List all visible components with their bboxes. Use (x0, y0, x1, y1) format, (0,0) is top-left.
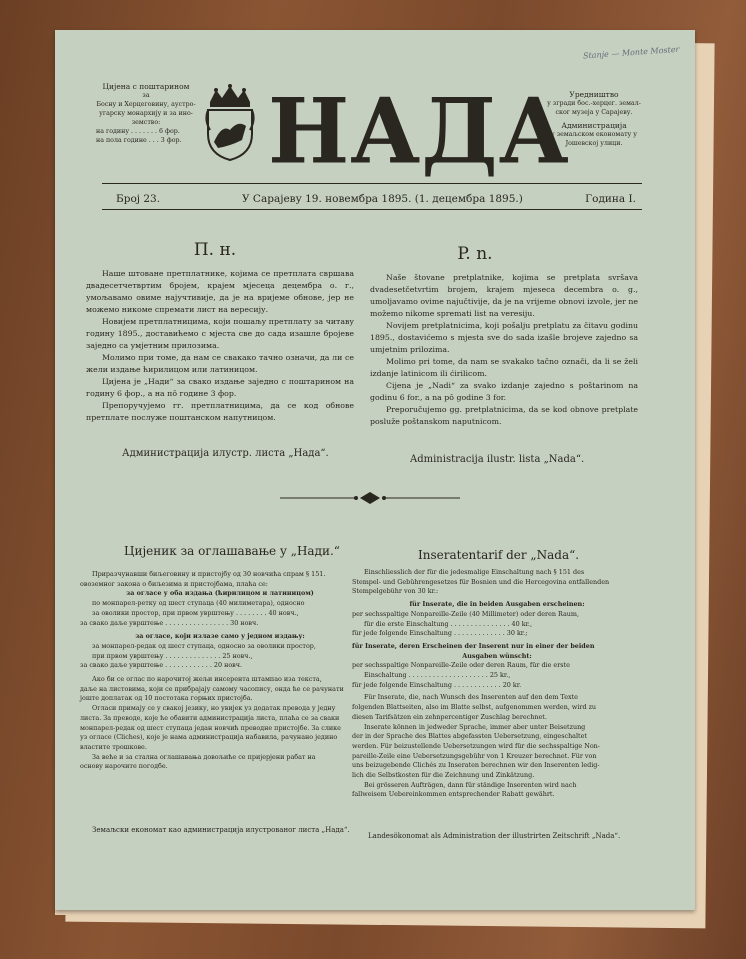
tariff-line: за оволики простор, при првом уврштењу . . . . . . . . 40 новч., (92, 608, 299, 617)
tariff-line: јоште доплатак од 10 постотака горњих пристојба. (80, 694, 253, 703)
administration-line: Јошевској улици. (565, 140, 623, 147)
tariff-line: Stempelgebühr von 30 kr.: (352, 587, 439, 596)
left-notice-body (86, 268, 354, 424)
price-box-line: угарску монархију и за ино- (99, 110, 193, 117)
editorial-line: у згради бос.-херцег. земал- (547, 100, 641, 107)
left-tariff-body (80, 570, 360, 772)
coat-of-arms-icon (202, 84, 258, 162)
right-tariff-heading: Inseratentarif der „Nada“. (418, 548, 580, 562)
tariff-line: werden. Für beizustellende Uebersetzungen wird für die sechsspaltige Non- (352, 741, 600, 750)
issue-info-line (102, 190, 642, 210)
price-box-line: Босну и Херцеговину, аустро- (96, 101, 196, 108)
tariff-line: Огласи примају се у свакој језику, но увијек уз додатак превода у једну (92, 704, 336, 713)
tariff-line: за свако даље уврштење . . . . . . . . . . . . . . . . 30 новч. (80, 618, 259, 627)
left-notice-signature: Администрација илустр. листа „Нада“. (122, 448, 329, 459)
tariff-line: für jede folgende Einschaltung . . . . . . . . . . . . 20 kr. (352, 680, 522, 689)
right-tariff-footer: Landesökonomat als Administration der illustrirten Zeitschrift „Nada“. (368, 832, 621, 840)
issue-date: У Сарајеву 19. новембра 1895. (1. децембра 1895.) (242, 193, 523, 205)
tariff-line: Einschaltung . . . . . . . . . . . . . . . . . . . . 25 kr., (364, 671, 511, 680)
tariff-line: per sechsspaltige Nonpareille-Zeile oder deren Raum, für die erste (352, 661, 570, 670)
editorial-title: Уредништво (569, 90, 619, 99)
issue-number: Број 23. (116, 193, 161, 205)
tariff-line: per sechsspaltige Nonpareille-Zeile (40 Millimeter) oder deren Raum, (352, 609, 580, 618)
left-notice-heading: П. н. (193, 240, 237, 260)
tariff-line: uns beizugebende Clichés zu Inseraten berechnen wir den Inserenten ledig- (352, 761, 600, 770)
tariff-line: Inserate können in jedweder Sprache, immer aber unter Beisetzung (364, 722, 586, 731)
right-notice-paragraph: Molimo pri tome, da nam se svakako tačno označi, da li se želi izdanje latinicom ili ćirilicom. (370, 357, 638, 378)
left-notice-paragraph: Препоручујемо гг. претплатницима, да се код обнове претплате послуже поштанском напутницом. (86, 401, 354, 422)
tariff-line: за свако даље уврштење . . . . . . . . . . . . 20 новч. (80, 661, 243, 670)
tariff-line: diesen Tarifsätzen ein zehnpercentiger Zuschlag berechnet. (352, 712, 547, 721)
tariff-line: монпарел-редак од шест ступаца један новчић преводне пристојбе. За слике (80, 723, 341, 732)
tariff-subheading: für Inserate, die in beiden Ausgaben erscheinen: (409, 600, 585, 609)
right-notice-heading: P. n. (457, 244, 493, 264)
header-rule-bottom (102, 209, 642, 210)
price-box-line: за (142, 92, 150, 99)
administration-title: Администрација (561, 121, 627, 130)
tariff-line: Für Inserate, die, nach Wunsch des Inserenten auf den dem Texte (364, 693, 578, 702)
right-notice-paragraph: Naše štovane pretplatnike, kojima se pretplata svršava dvadesetčetvrtim brojem, krajem mjeseca decembra o. g., umoljavamo ovime najučtivije, da je na vrijeme obnovi izvole, jer ne možemo nikome spremati list na veresiju. (370, 273, 638, 318)
left-notice-paragraph: Новијем претплатницима, који пошаљу претплату за читаву годину 1895., доставићемо с мјеста све до сада изашле бројеве заједно са умјетним прилозима. (86, 317, 354, 350)
tariff-line: pareille-Zeile eine Uebersetzungsgebühr von 1 Kreuzer berechnet. Für von (352, 751, 597, 760)
right-notice-body (370, 272, 638, 428)
administration-line: у земаљском економату у (551, 131, 637, 138)
tariff-line: Stempel- und Gebührengesetzes für Bosnien und die Hercegovina entfallenden (352, 577, 610, 586)
volume-year: Година I. (585, 193, 636, 205)
tariff-line: по монпарел-ретку од шест ступаца (40 милиметара), односно (92, 599, 305, 608)
masthead-title: НАДА (268, 78, 570, 185)
tariff-line: der in der Sprache des Blattes abgefassten Uebersetzung, eingeschaltet (352, 732, 587, 741)
left-tariff-footer: Земаљски економат као администрација илустрованог листа „Нада“. (92, 826, 350, 834)
price-box-line: земство: (131, 119, 161, 126)
right-notice-signature: Administracija ilustr. lista „Nada“. (410, 454, 585, 465)
ornament-divider-icon (260, 490, 480, 504)
right-notice-paragraph: Preporučujemo gg. pretplatnicima, da se kod obnove pretplate posluže poštanskom naputnicom. (370, 405, 638, 426)
tariff-line: folgenden Blattseiten, also im Blatte selbst, aufgenommen werden, wird zu (352, 703, 597, 712)
tariff-line: за монпарел-редак од шест ступаца, односно за оволики простор, (92, 641, 316, 650)
tariff-line: Ако би се оглас по нарочитој жељи инсерента штампао иза текста, (92, 675, 322, 684)
editorial-line: ског музеја у Сарајеву. (555, 109, 633, 116)
right-tariff-body (352, 568, 642, 800)
tariff-line: при првом уврштењу . . . . . . . . . . . . . . 25 новч., (92, 651, 253, 660)
tariff-line: für jede folgende Einschaltung . . . . . . . . . . . . . 30 kr.; (352, 629, 528, 638)
right-notice-paragraph: Novijem pretplatnicima, koji pošalju pretplatu za čitavu godinu 1895., dostavićemo s mjesta sve do sada izašle brojeve zajedno sa umjetnim prilozima. (370, 321, 638, 354)
tariff-line: lich die Selbstkosten für die Zeichnung und Zinkätzung. (352, 771, 535, 780)
tariff-line: Bei grösseren Aufträgen, dann für ständige Inserenten wird nach (364, 780, 577, 789)
tariff-line: fallweisem Uebereinkommen entsprechender Rabatt gewährt. (352, 790, 555, 799)
header-rule-top (102, 183, 642, 184)
tariff-line: даље на листовима, који се прибрајају самому часопису, онда ће се рачунати (80, 684, 344, 693)
editorial-box (544, 90, 644, 148)
price-year: на годину . . . . . . . 6 фор. (96, 128, 180, 135)
tariff-line: властите трошкове. (80, 742, 147, 751)
tariff-line: für die erste Einschaltung . . . . . . . . . . . . . . . 40 kr., (364, 619, 532, 628)
tariff-line: Einschliesslich der für die jedesmalige Einschaltung nach § 151 des (364, 568, 585, 576)
left-notice-paragraph: Молимо при томе, да нам се свакако тачно означи, да ли се жели издање ћирилицом или латиницом. (86, 353, 354, 374)
tariff-line: овоземног закона о биљезима и пристојбама, плаћа се: (80, 579, 268, 588)
price-box-title: Цијена с поштарином (102, 82, 190, 91)
tariff-line: Приразчунавши биљеговину и пристојбу од 30 новчића спрам § 151. (92, 570, 326, 578)
tariff-subheading: für Inserate, deren Erscheinen der Inserent nur in einer der beiden (352, 641, 595, 650)
tariff-line: уз огласе (Cliches), које је нама администрација набавила, рачунано једино (80, 733, 338, 742)
handwritten-note: Stanje — Monte Moster (582, 44, 680, 61)
tariff-line: За веће и за стална оглашавања довољиће се пријерјени рабат на (92, 752, 316, 761)
left-tariff-heading: Цијеник за оглашавање у „Нади.“ (124, 544, 340, 558)
price-box (96, 82, 196, 145)
tariff-subheading: за огласе, који излазе само у једном издању: (135, 632, 305, 641)
left-notice-paragraph: Цијена је „Нади“ за свако издање заједно с поштарином на годину 6 фор., а на пô године 3 фор. (86, 377, 354, 398)
right-notice-paragraph: Cijena je „Nadi“ za svako izdanje zajedno s poštarinom na godinu 6 for., a na pô godine 3 for. (370, 381, 638, 402)
left-notice-paragraph: Наше штоване претплатнике, којима се претплата свршава двадесетчетвртим бројем, крајем мјесеца децембра о. г., умољавамо овиме најучтивије, да је на вријеме обнове, јер не можемо никоме спремати лист на вересију. (86, 269, 354, 314)
tariff-line: листа. За преводе, које ће обавити администрација листа, плаћа се за сваки (80, 713, 340, 722)
price-half: на пола године . . . 3 фор. (96, 137, 182, 144)
tariff-line: основу нарочите погодбе. (80, 762, 168, 771)
tariff-subheading: за огласе у оба издања (ћирилицом и латиницом) (126, 589, 314, 598)
tariff-subheading: Ausgaben wünscht: (462, 651, 532, 660)
